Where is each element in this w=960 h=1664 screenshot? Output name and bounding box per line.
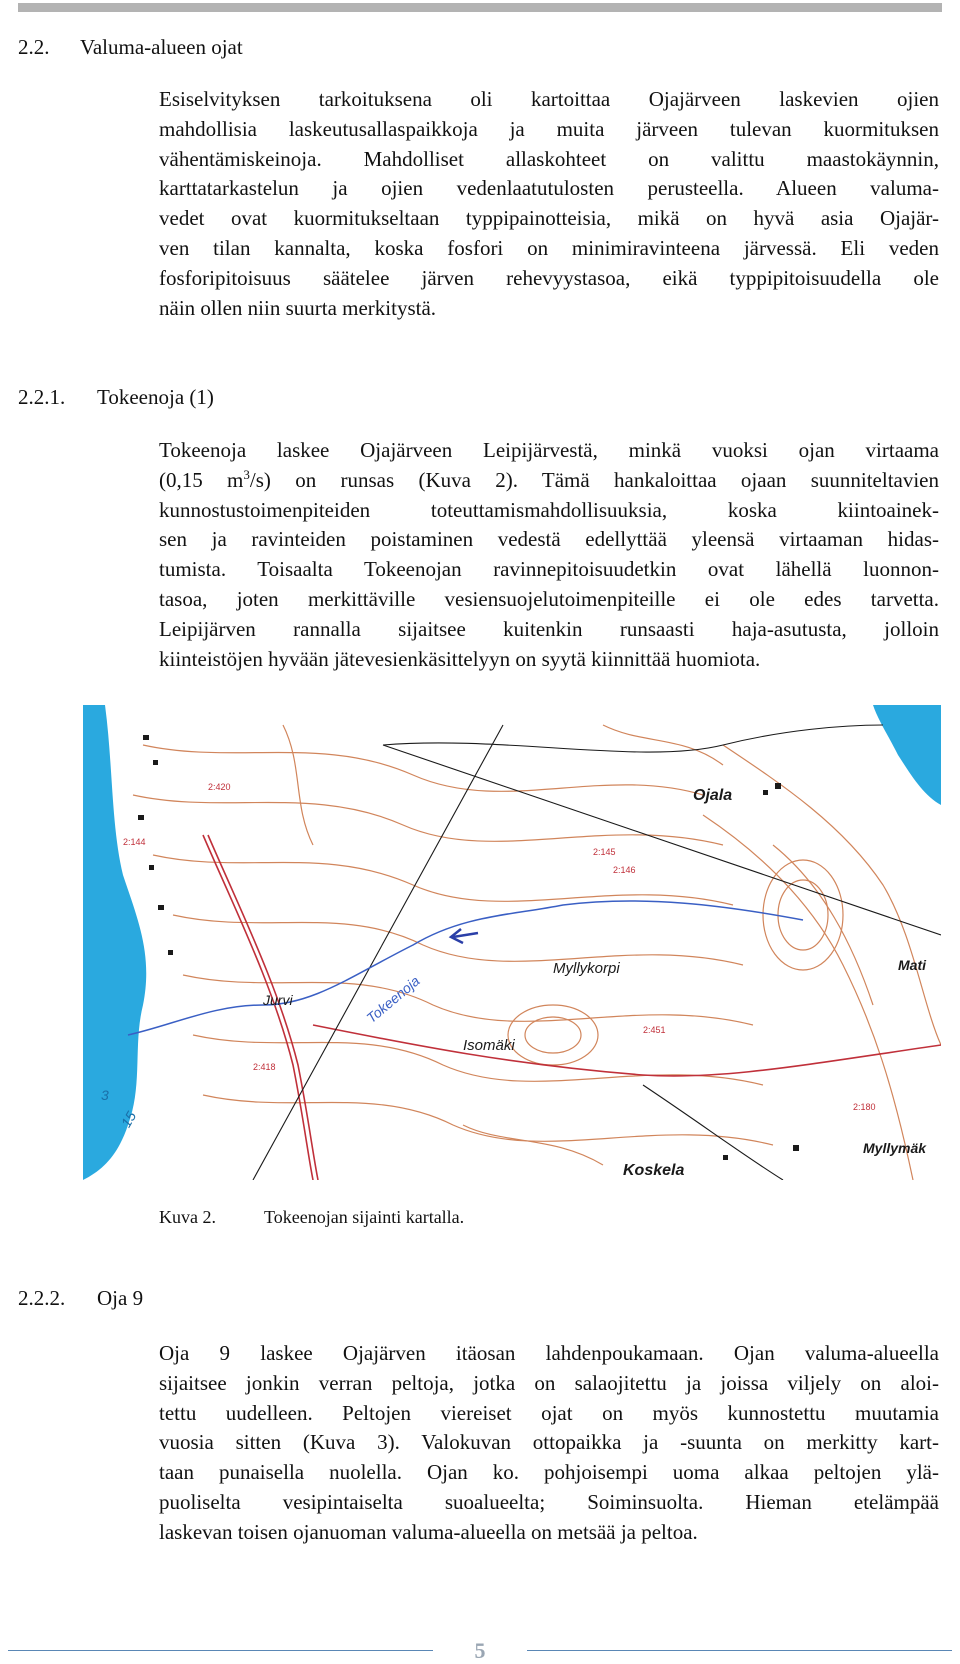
text-line: Esiselvityksen tarkoituksena oli kartoittaa Ojajärveen laskevien ojien (159, 87, 939, 111)
label-mati: Mati (898, 957, 926, 973)
superscript: 3 (243, 466, 250, 482)
text-line: puoliselta vesipintaiselta suoalueelta; Soiminsuolta. Hieman etelämpää (159, 1489, 939, 1514)
label-isomaki: Isomäki (463, 1037, 515, 1054)
text-line: tettu uudelleen. Peltojen viereiset ojat on myös kunnostettu muutamia (159, 1400, 939, 1425)
text-line-with-superscript (159, 466, 939, 496)
label-koskela: Koskela (623, 1162, 685, 1179)
text-line: taan punaisella nuolella. Ojan ko. pohjoisempi uoma alkaa peltojen ylä- (159, 1460, 939, 1485)
text-line: tumista. Toisaalta Tokeenojan ravinnepitoisuudetkin ovat lähellä luonnon- (159, 557, 939, 582)
section-title: Tokeenoja (1) (97, 385, 214, 409)
depth-15: 15 (117, 1108, 140, 1131)
depth-3: 3 (101, 1087, 109, 1103)
section-number: 2.2. (18, 35, 50, 59)
paragraph-2-2 (159, 85, 939, 323)
parcel-2145: 2:145 (593, 847, 616, 857)
parcel-2418: 2:418 (253, 1062, 276, 1072)
text-fragment: /s) on runsas (Kuva 2). Tämä hankaloittaa ojaan suunniteltavien (249, 467, 940, 492)
parcel-2144: 2:144 (123, 837, 146, 847)
section-heading-2-2 (18, 34, 243, 60)
footer-rule-left (8, 1650, 433, 1651)
page-number: 5 (474, 1638, 486, 1663)
text-line: kiinteistöjen hyvään jätevesienkäsittelyyn on syytä kiinnittää huomiota. (159, 646, 761, 671)
text-line: fosforipitoisuus säätelee järven rehevyystasoa, eikä typpipitoisuudella ole (159, 265, 939, 290)
caption-text: Tokeenojan sijainti kartalla. (264, 1207, 465, 1227)
text-line: vuosia sitten (Kuva 3). Valokuvan ottopaikka ja -suunta on merkitty kart- (159, 1430, 939, 1455)
text-line: Oja 9 laskee Ojajärven itäosan lahdenpoukamaan. Ojan valuma-alueella (159, 1341, 939, 1365)
text-line: kunnostustoimenpiteiden toteuttamismahdollisuuksia, koska kiintoainek- (159, 497, 939, 522)
paragraph-2-2-1 (159, 436, 939, 674)
section-heading-2-2-1 (18, 384, 214, 410)
text-line: sijaitsee jonkin verran peltoja, jotka on salaojitettu ja joissa viljely on aloi- (159, 1370, 939, 1395)
label-myllykorpi: Myllykorpi (553, 960, 620, 977)
text-line: ven tilan kannalta, koska fosfori on minimiravinteena järvessä. Eli veden (159, 235, 939, 260)
footer-rule-right (527, 1650, 952, 1651)
text-line: Leipijärven rannalla sijaitsee kuitenkin runsaasti haja-asutusta, jolloin (159, 616, 939, 641)
text-line: Tokeenoja laskee Ojajärveen Leipijärvestä, minkä vuoksi ojan virtaama (159, 438, 939, 462)
text-line: vedet ovat kuormitukseltaan typpipainotteisia, mikä on hyvä asia Ojajär- (159, 206, 939, 231)
top-rule (18, 3, 942, 12)
text-line: sen ja ravinteiden poistaminen vedestä edellyttää yleensä virtaaman hidas- (159, 527, 939, 552)
label-myllymaki: Myllymäk (863, 1140, 927, 1156)
topographic-map (83, 705, 941, 1180)
label-jurvi: Jurvi (263, 992, 293, 1008)
text-line: näin ollen niin suurta merkitystä. (159, 295, 437, 320)
section-title: Valuma-alueen ojat (80, 35, 243, 59)
text-line: mahdollisia laskeutusallaspaikkoja ja muita järveen tulevan kuormituksen (159, 116, 939, 141)
section-heading-2-2-2 (18, 1285, 143, 1311)
paragraph-2-2-2 (159, 1339, 939, 1548)
parcel-2146: 2:146 (613, 865, 636, 875)
caption-label: Kuva 2. (159, 1207, 216, 1227)
section-number: 2.2.2. (18, 1286, 66, 1310)
parcel-2451: 2:451 (643, 1025, 666, 1035)
map-graphic (83, 705, 941, 1180)
text-line: tasoa, joten merkittäville vesiensuojelutoimenpiteille ei ole edes tarvetta. (159, 586, 939, 611)
section-title: Oja 9 (97, 1286, 144, 1310)
text-line: laskevan toisen ojanuoman valuma-alueella on metsää ja peltoa. (159, 1519, 698, 1544)
text-fragment: (0,15 m (159, 467, 244, 492)
text-line: karttatarkastelun ja ojien vedenlaatutulosten perusteella. Alueen valuma- (159, 176, 939, 201)
label-tokeenoja: Tokeenoja (363, 972, 423, 1026)
parcel-2420: 2:420 (208, 782, 231, 792)
text-line: vähentämiskeinoja. Mahdolliset allaskohteet on valittu maastokäynnin, (159, 146, 939, 171)
label-ojala: Ojala (693, 787, 733, 804)
section-number: 2.2.1. (18, 385, 66, 409)
parcel-2180: 2:180 (853, 1102, 876, 1112)
figure-caption (159, 1207, 464, 1228)
